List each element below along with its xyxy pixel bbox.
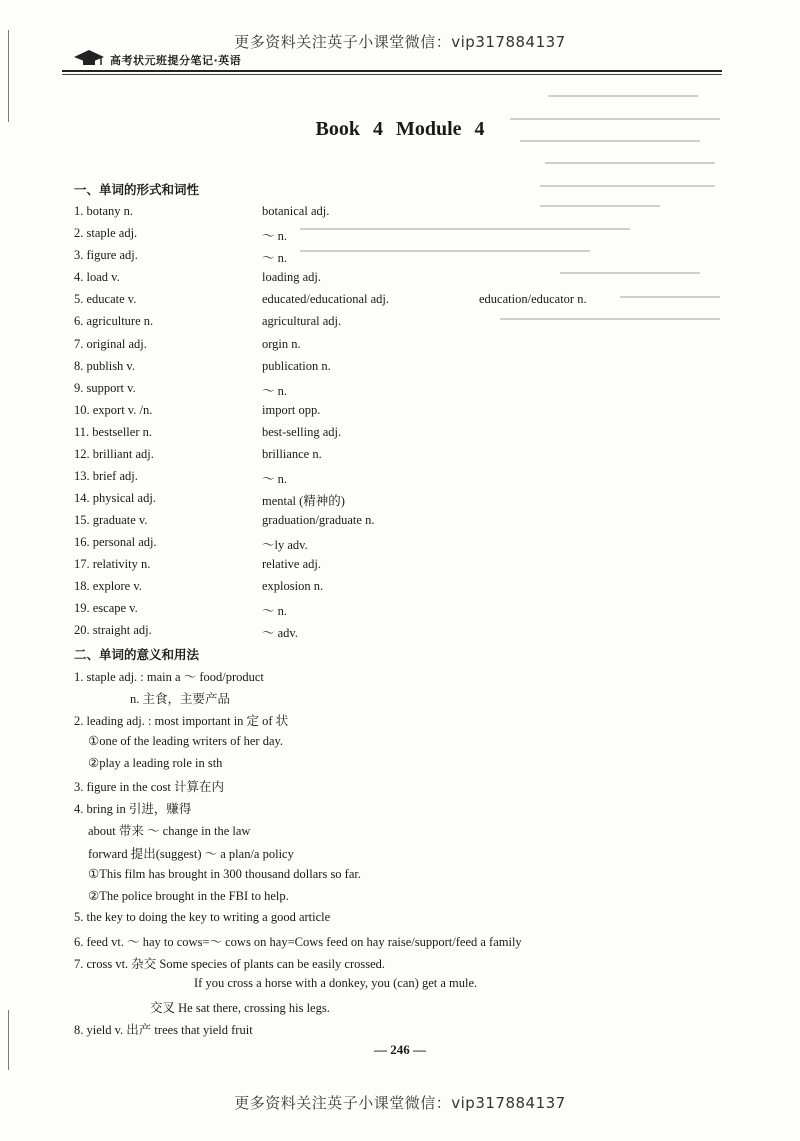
scan-speck [560,272,700,274]
word-item: 9. support v. [74,381,136,395]
series-title: 高考状元班提分笔记·英语 [110,54,242,67]
scan-speck [540,205,660,207]
word-item: 10. export v. /n. [74,403,153,417]
word-item: 12. brilliant adj. [74,447,154,461]
word-item: 20. straight adj. [74,623,152,637]
scan-speck [500,318,720,320]
word-item: 15. graduate v. [74,513,148,527]
scan-speck [545,162,715,164]
word-item: 8. publish v. [74,359,135,373]
scan-speck [620,296,720,298]
word-item: 5. educate v. [74,292,137,306]
word-form-extra: education/educator n. [479,292,587,306]
watermark-bottom: 更多资料关注英子小课堂微信：vip317884137 [234,1094,566,1112]
page-number: — 246 — [374,1042,426,1057]
scan-speck [510,118,720,120]
word-item: 18. explore v. [74,579,142,593]
word-item: 3. figure adj. [74,248,138,262]
word-item: 14. physical adj. [74,491,156,505]
usage-line: 7. cross vt. 杂交 Some species of plants can be easily crossed. [74,957,386,971]
scan-speck [300,228,630,230]
usage-line: 3. figure in the cost 计算在内 [74,780,224,794]
word-item: 6. agriculture n. [74,314,154,328]
word-item: 17. relativity n. [74,557,151,571]
word-form: brilliance n. [262,447,322,461]
word-item: 16. personal adj. [74,535,157,549]
section-heading-usage: 二、单词的意义和用法 [74,647,200,662]
scan-speck [520,140,700,142]
scan-speck [300,250,590,252]
word-form: import opp. [262,403,321,417]
word-item: 1. botany n. [74,204,134,218]
word-form: ～ n. [262,229,288,243]
word-form: explosion n. [262,579,324,593]
usage-line: 6. feed vt. ～ hay to cows=～ cows on hay=Cows feed on hay raise/support/feed a family [74,935,522,949]
usage-line: 1. staple adj. : main a ～ food/product [74,670,264,684]
word-form: relative adj. [262,557,321,571]
word-form: ～ n. [262,384,288,398]
word-form: agricultural adj. [262,314,342,328]
word-form: botanical adj. [262,204,330,218]
word-item: 4. load v. [74,270,120,284]
usage-line: ②The police brought in the FBI to help. [88,889,289,903]
word-item: 13. brief adj. [74,469,138,483]
word-form: ～ n. [262,604,288,618]
word-form: loading adj. [262,270,322,284]
usage-line: 交叉 He sat there, crossing his legs. [150,1001,330,1015]
word-form: ～ n. [262,251,288,265]
scan-speck [548,95,698,97]
usage-line: ①This film has brought in 300 thousand dollars so far. [88,867,361,881]
word-form: publication n. [262,359,331,373]
page-title: Book 4 Module 4 [315,118,485,140]
section-heading-forms: 一、单词的形式和词性 [74,182,200,197]
usage-line: 2. leading adj. : most important in 定 of 状 [74,714,289,728]
word-form: educated/educational adj. [262,292,390,306]
word-item: 2. staple adj. [74,226,138,240]
usage-line: 5. the key to doing the key to writing a good article [74,910,331,924]
usage-line: ①one of the leading writers of her day. [88,734,284,748]
word-item: 19. escape v. [74,601,138,615]
scan-speck [540,185,715,187]
word-item: 7. original adj. [74,337,147,351]
word-form: orgin n. [262,337,301,351]
word-form: ～ n. [262,472,288,486]
word-form: graduation/graduate n. [262,513,375,527]
usage-line: forward 提出(suggest) ～ a plan/a policy [88,847,294,861]
watermark-top: 更多资料关注英子小课堂微信：vip317884137 [234,33,566,51]
usage-line: ②play a leading role in sth [88,756,223,770]
word-form: mental (精神的) [262,494,345,508]
usage-line: If you cross a horse with a donkey, you (can) get a mule. [194,976,478,990]
word-form: ～ adv. [262,626,298,640]
word-form: ～ly adv. [262,538,308,552]
word-form: best-selling adj. [262,425,342,439]
usage-line: n. 主食，主要产品 [130,692,231,706]
word-item: 11. bestseller n. [74,425,152,439]
usage-line: 4. bring in 引进，赚得 [74,802,192,816]
usage-line: 8. yield v. 出产 trees that yield fruit [74,1023,253,1037]
usage-line: about 带来 ～ change in the law [88,824,251,838]
